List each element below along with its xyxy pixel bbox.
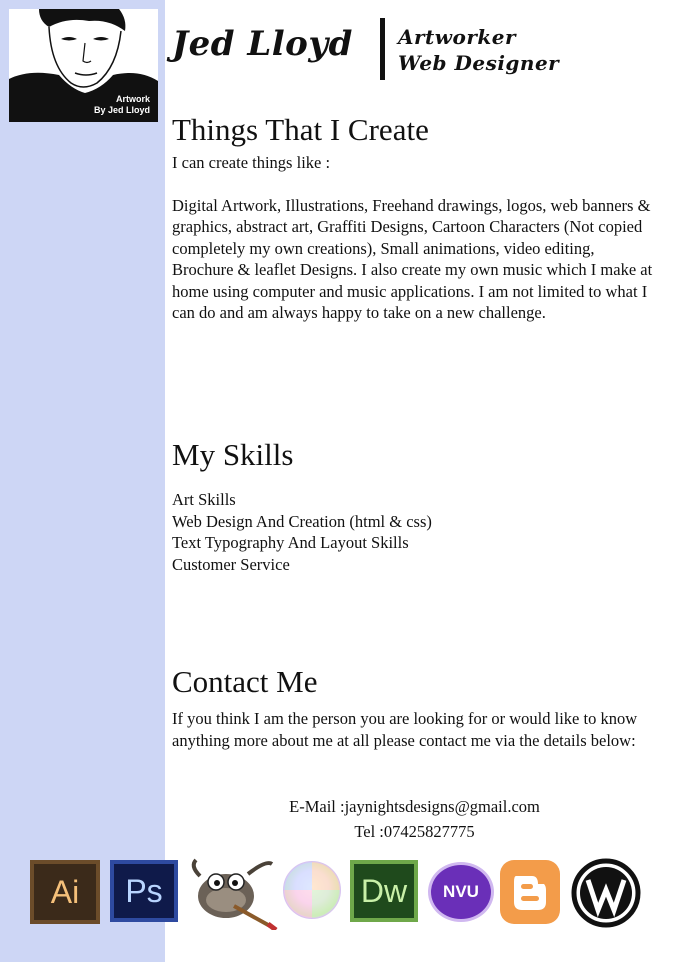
dreamweaver-logo-icon: [350, 860, 418, 922]
photoshop-logo-text: Ps: [125, 872, 163, 909]
section-create-body: Digital Artwork, Illustrations, Freehand drawings, logos, web banners & graphics, abstract art, Graffiti Designs, Cartoon Characters (Not copied completely my own creations), Small animations, video editing, Brochure & leaflet Designs. I also create my own music which I make at home using computer and music applications. I am not limited to what I can do and am always happy to take on a new challenge.: [172, 195, 653, 322]
portrait-caption-line1: Artwork: [115, 94, 150, 104]
wordpress-logo-icon: [568, 858, 644, 928]
header-role: [398, 24, 559, 76]
contact-phone[interactable]: Tel :07425827775: [354, 822, 475, 841]
illustrator-logo-icon: [30, 860, 100, 924]
nvu-logo-icon: [428, 862, 494, 922]
blogger-logo-icon: [498, 858, 562, 926]
skill-item: Art Skills: [172, 490, 236, 509]
skill-item: Customer Service: [172, 554, 290, 574]
gimp-logo-icon: [186, 856, 278, 930]
illustrator-logo-text: Ai: [50, 873, 80, 910]
nvu-logo-text: NVU: [443, 882, 479, 901]
contact-details: [172, 794, 657, 844]
dreamweaver-logo-text: Dw: [360, 872, 408, 909]
section-contact-title: Contact Me: [172, 664, 318, 699]
skills-list: [172, 489, 657, 575]
header-role-line1: Artworker: [398, 25, 517, 49]
portrait-caption-line2: By Jed Lloyd: [93, 105, 150, 115]
portrait-artwork: [9, 9, 158, 122]
section-skills-title: My Skills: [172, 437, 294, 472]
color-wheel-logo-icon: [280, 860, 344, 930]
header-divider: [380, 18, 385, 80]
section-contact: [172, 664, 657, 751]
section-create: [172, 112, 657, 324]
header-role-line2: Web Designer: [398, 51, 560, 75]
photoshop-logo-icon: [110, 860, 178, 922]
portrait-caption: [94, 94, 150, 116]
section-skills: [172, 437, 657, 575]
skill-item: Web Design And Creation (html & css): [172, 511, 432, 531]
sidebar: [0, 0, 165, 962]
software-logos: [30, 856, 660, 934]
skill-item: Text Typography And Layout Skills: [172, 533, 409, 552]
section-create-title: Things That I Create: [172, 112, 429, 147]
section-contact-body: If you think I am the person you are looking for or would like to know anything more about me at all please contact me via the details below:: [172, 709, 638, 750]
contact-email[interactable]: E-Mail :jaynightsdesigns@gmail.com: [289, 797, 540, 816]
header-name: Jed Lloyd: [172, 24, 353, 64]
section-create-intro: I can create things like :: [172, 153, 331, 172]
